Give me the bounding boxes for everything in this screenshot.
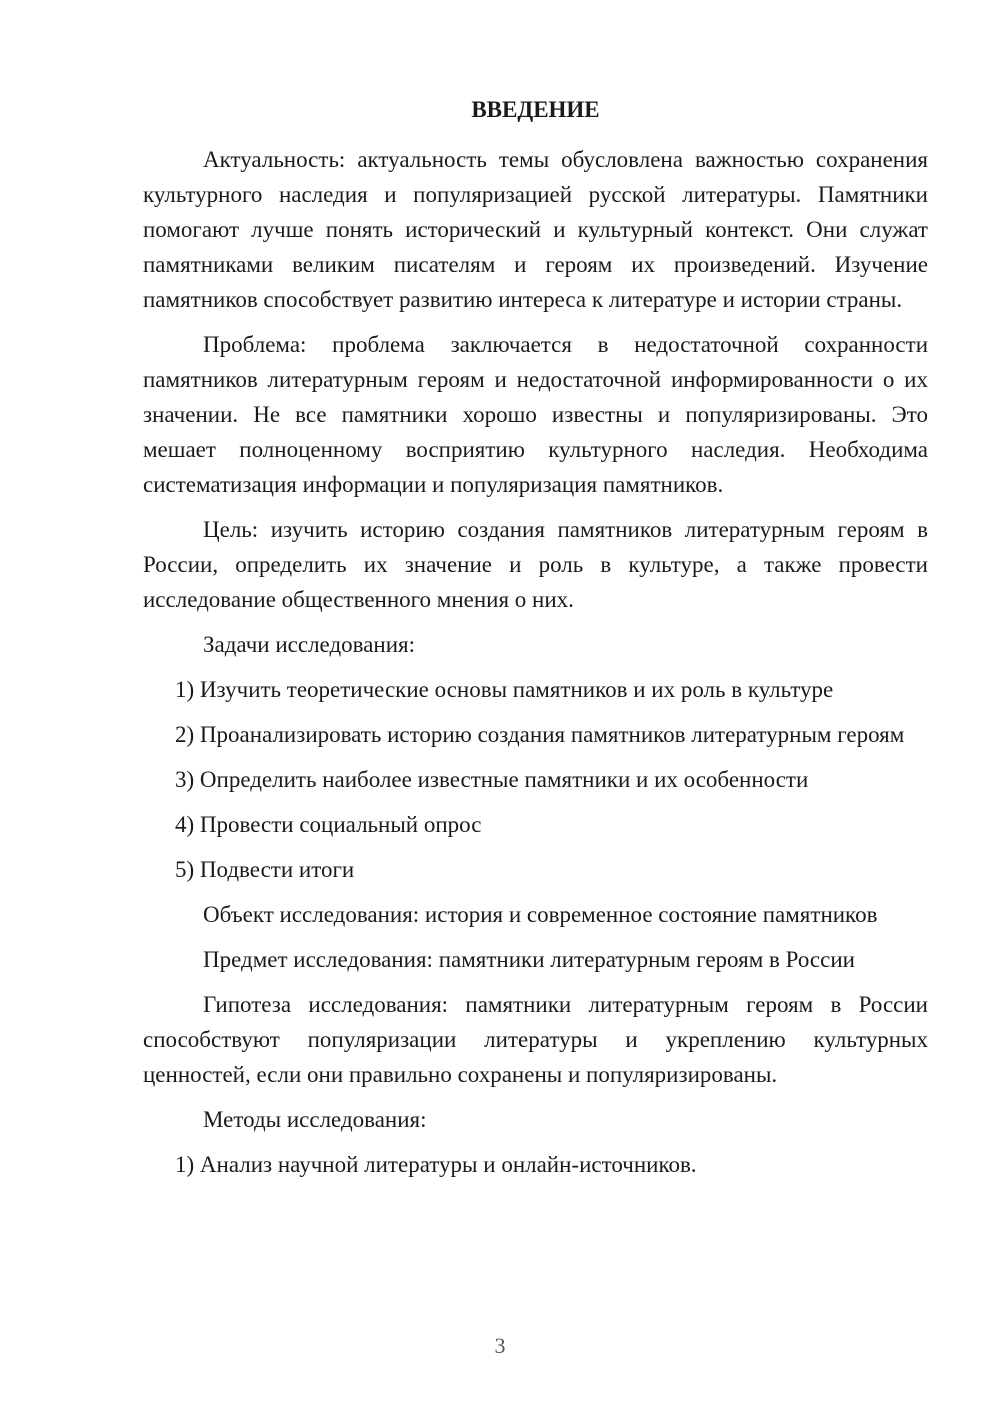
- task-item: 3) Определить наиболее известные памятники и их особенности: [175, 767, 809, 792]
- tasks-heading: Задачи исследования:: [203, 632, 416, 657]
- task-item: 2) Проанализировать историю создания памятников литературным героям: [175, 722, 905, 747]
- method-item: 1) Анализ научной литературы и онлайн-источников.: [175, 1152, 697, 1177]
- task-item: 1) Изучить теоретические основы памятников и их роль в культуре: [175, 677, 834, 702]
- object-paragraph: Объект исследования: история и современное состояние памятников: [203, 902, 878, 927]
- task-item: 5) Подвести итоги: [175, 857, 355, 882]
- relevance-paragraph: Актуальность: актуальность темы обусловлена важностью сохранения культурного наследия и популяризацией русской литературы. Памятники помогают лучше понять исторический и культурный контекст. Они служат памятниками великим писателям и героям их произведений. Изучение памятников способствует развитию интереса к литературе и истории страны.: [143, 147, 928, 312]
- hypothesis-paragraph: Гипотеза исследования: памятники литературным героям в России способствуют популяризации литературы и укреплению культурных ценностей, если они правильно сохранены и популяризированы.: [143, 992, 928, 1087]
- page-title: ВВЕДЕНИЕ: [471, 97, 600, 122]
- document-page: [143, 96, 928, 1192]
- page-number: 3: [494, 1333, 506, 1358]
- problem-paragraph: Проблема: проблема заключается в недостаточной сохранности памятников литературным героям и недостаточной информированности о их значении. Не все памятники хорошо известны и популяризированы. Это мешает полноценному восприятию культурного наследия. Необходима систематизация информации и популяризация памятников.: [143, 332, 928, 497]
- subject-paragraph: Предмет исследования: памятники литературным героям в России: [203, 947, 855, 972]
- task-item: 4) Провести социальный опрос: [175, 812, 482, 837]
- methods-heading: Методы исследования:: [203, 1107, 427, 1132]
- goal-paragraph: Цель: изучить историю создания памятников литературным героям в России, определить их значение и роль в культуре, а также провести исследование общественного мнения о них.: [143, 517, 928, 612]
